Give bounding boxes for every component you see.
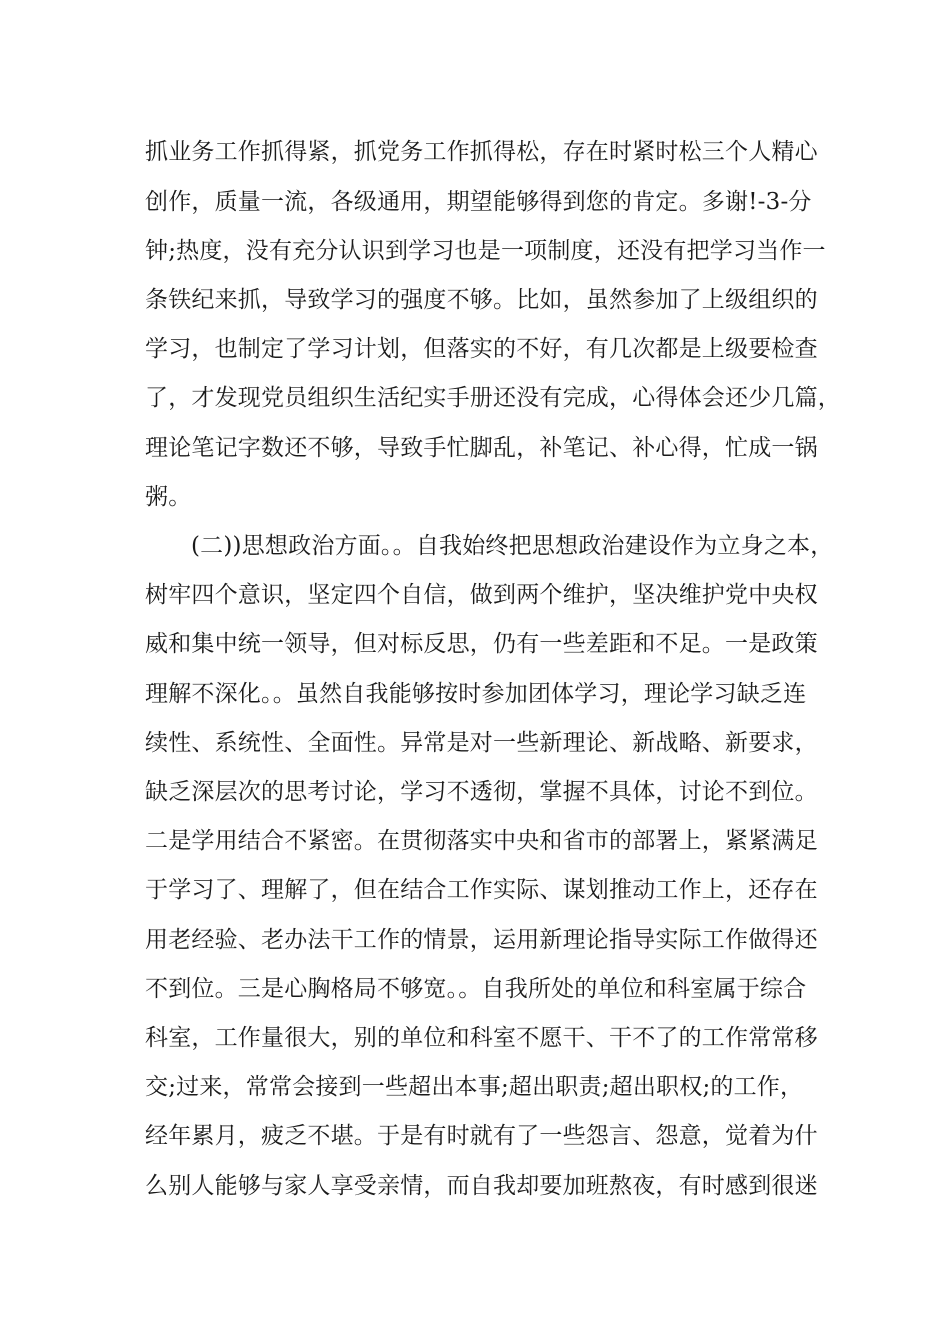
- paragraph-start-line: (二))思想政治方面。。自我始终把思想政治建设作为立身之本，: [191, 533, 834, 559]
- text-line: 创作，质量一流，各级通用，期望能够得到您的肯定。多谢!-3-分: [145, 189, 812, 215]
- text-line: 树牢四个意识，坚定四个自信，做到两个维护，坚决维护党中央权: [145, 582, 818, 608]
- text-line: 交;过来，常常会接到一些超出本事;超出职责;超出职权;的工作，: [145, 1074, 804, 1100]
- text-line: 威和集中统一领导，但对标反思，仍有一些差距和不足。一是政策: [145, 631, 818, 657]
- text-line: 粥。: [145, 484, 192, 510]
- text-line: 理论笔记字数还不够，导致手忙脚乱，补笔记、补心得，忙成一锅: [145, 435, 818, 461]
- text-line: 二是学用结合不紧密。在贯彻落实中央和省市的部署上，紧紧满足: [145, 828, 818, 854]
- text-line: 用老经验、老办法干工作的情景，运用新理论指导实际工作做得还: [145, 927, 818, 953]
- text-line: 缺乏深层次的思考讨论，学习不透彻，掌握不具体，讨论不到位。: [145, 779, 818, 805]
- text-line: 于学习了、理解了，但在结合工作实际、谋划推动工作上，还存在: [145, 877, 818, 903]
- text-line: 么别人能够与家人享受亲情，而自我却要加班熬夜，有时感到很迷: [145, 1173, 818, 1199]
- text-line: 科室，工作量很大，别的单位和科室不愿干、干不了的工作常常移: [145, 1025, 818, 1051]
- text-line: 抓业务工作抓得紧，抓党务工作抓得松，存在时紧时松三个人精心: [145, 139, 818, 165]
- text-line: 条铁纪来抓，导致学习的强度不够。比如，虽然参加了上级组织的: [145, 287, 818, 313]
- text-line: 了，才发现党员组织生活纪实手册还没有完成，心得体会还少几篇，: [145, 385, 841, 411]
- text-line: 学习，也制定了学习计划，但落实的不好，有几次都是上级要检查: [145, 336, 818, 362]
- text-line: 不到位。三是心胸格局不够宽。。自我所处的单位和科室属于综合: [145, 976, 807, 1002]
- text-line: 经年累月，疲乏不堪。于是有时就有了一些怨言、怨意，觉着为什: [145, 1123, 818, 1149]
- text-line: 理解不深化。。虽然自我能够按时参加团体学习，理论学习缺乏连: [145, 681, 807, 707]
- text-line: 钟;热度，没有充分认识到学习也是一项制度，还没有把学习当作一: [145, 238, 826, 264]
- text-line: 续性、系统性、全面性。异常是对一些新理论、新战略、新要求，: [145, 730, 818, 756]
